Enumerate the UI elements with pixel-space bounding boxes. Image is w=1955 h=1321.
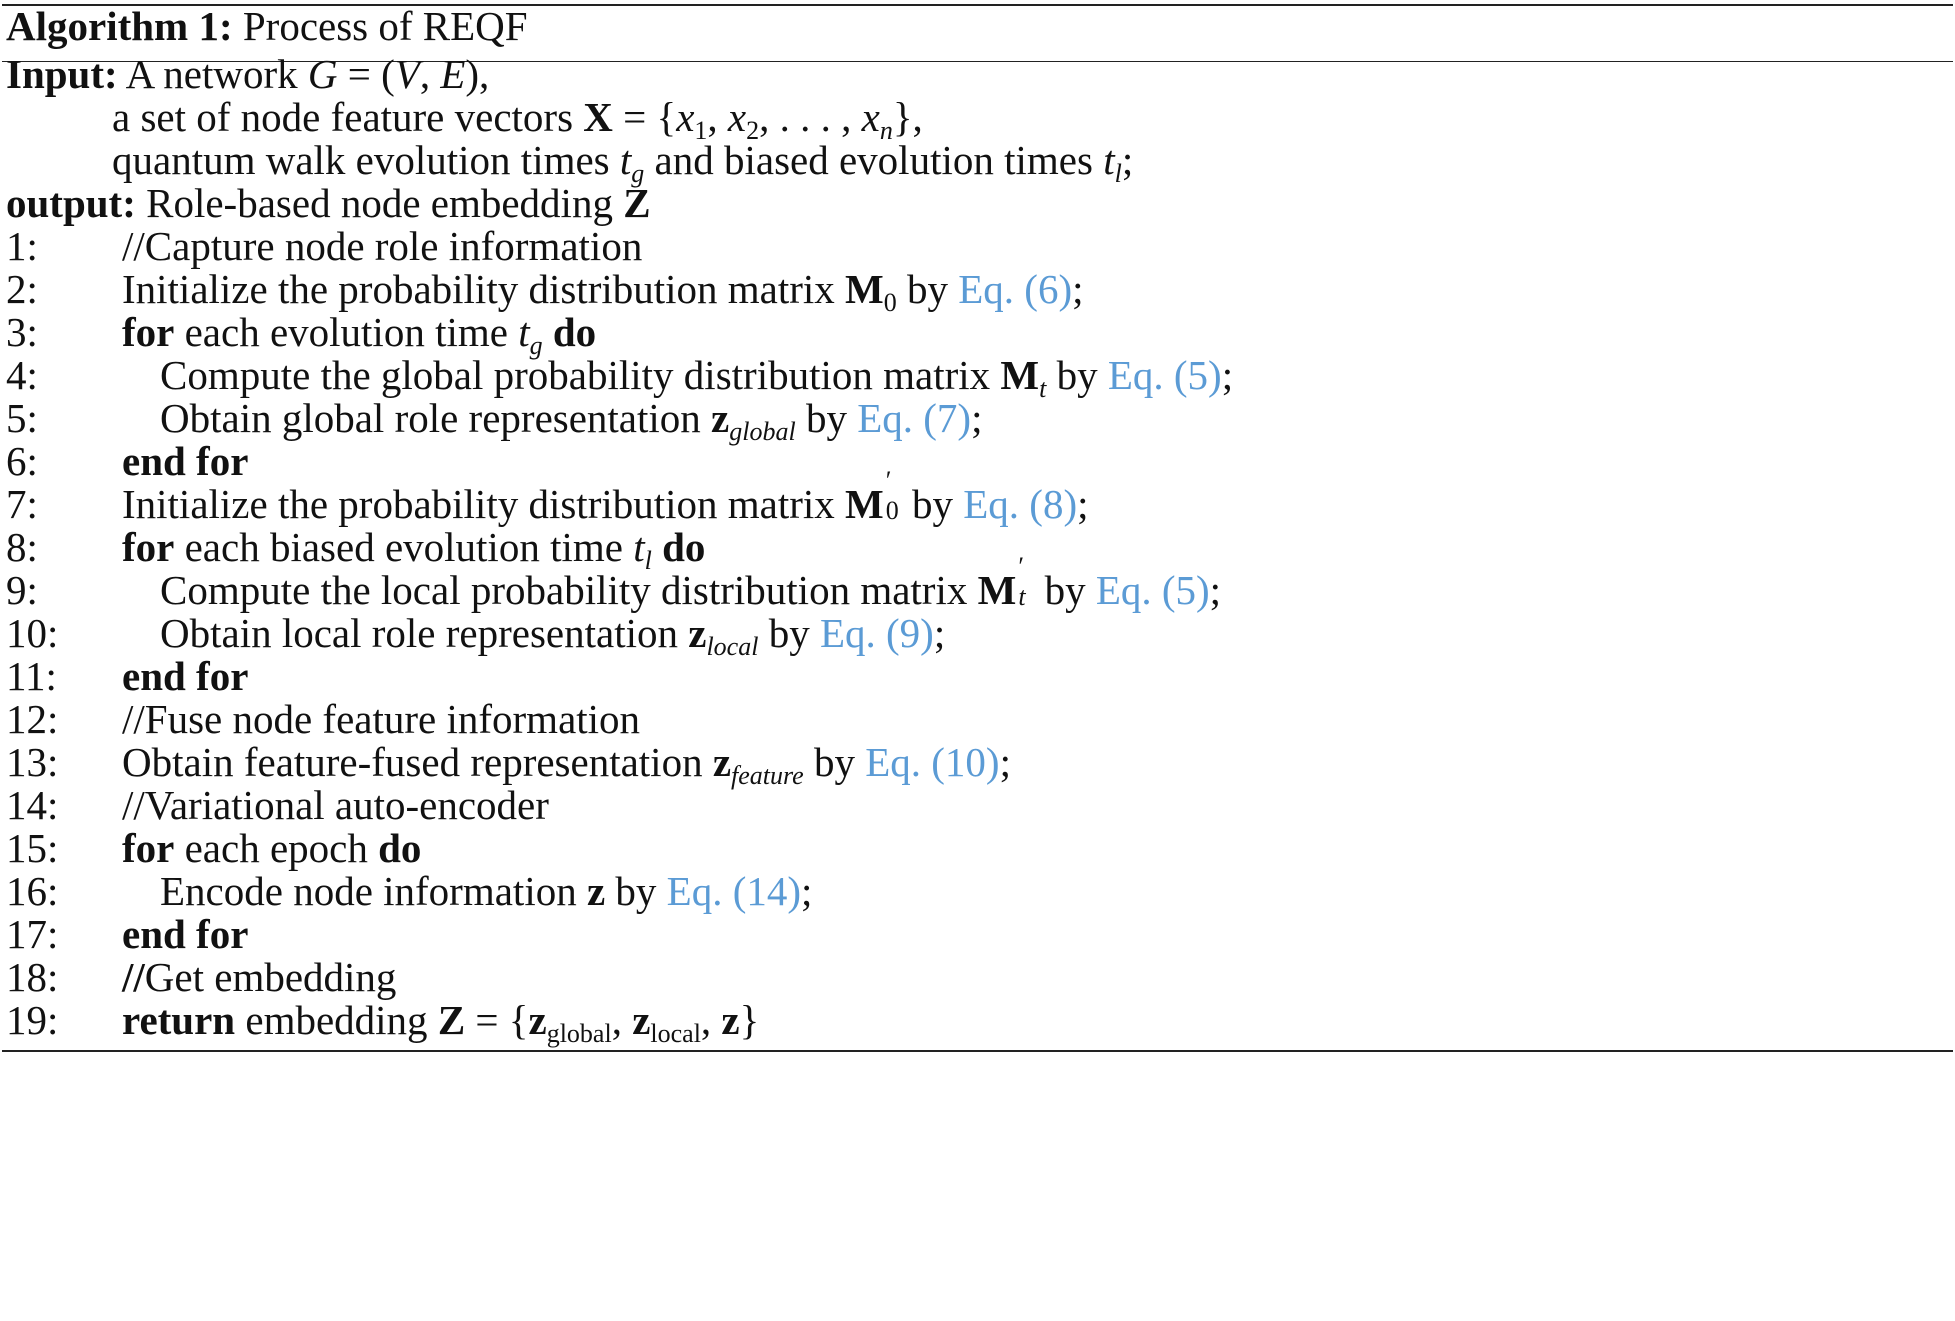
math-bold-var: z	[712, 739, 732, 785]
step-text: Compute the global probability distribution matrix	[160, 352, 1001, 398]
math-bold-var: z	[721, 997, 740, 1043]
equation-link[interactable]: Eq. (9)	[819, 610, 934, 656]
math-bold-var: X	[583, 94, 613, 140]
math-var: t	[619, 137, 632, 183]
step-text: by	[896, 266, 959, 312]
keyword: end for	[122, 911, 249, 957]
algorithm-header	[6, 0, 528, 52]
math-op: },	[892, 94, 923, 140]
step-text: by	[901, 481, 964, 527]
comment-text: Get embedding	[144, 954, 397, 1000]
step-text: ;	[801, 868, 813, 914]
math-bold-var: M	[845, 266, 884, 312]
equation-link[interactable]: Eq. (10)	[865, 739, 1000, 785]
math-op: ,	[759, 94, 780, 140]
math-var: x	[676, 94, 695, 140]
keyword: end for	[122, 653, 249, 699]
step-number: 14:	[6, 782, 59, 828]
step-text: Encode node information	[160, 868, 587, 914]
math-prime: ′	[885, 466, 892, 495]
math-subscript: l	[644, 546, 652, 575]
step-number: 17:	[6, 911, 59, 957]
step-number: 11:	[6, 653, 57, 699]
step-text: each evolution time	[174, 309, 519, 355]
math-op: ,	[700, 997, 722, 1043]
step-number: 10:	[6, 610, 59, 656]
step-text: embedding	[235, 997, 438, 1043]
comment-text: //Variational auto-encoder	[122, 782, 549, 828]
keyword: for	[122, 825, 175, 871]
keyword: end for	[122, 438, 249, 484]
step-number: 15:	[6, 825, 59, 871]
math-subscript: n	[879, 116, 893, 145]
step-text: each epoch	[174, 825, 379, 871]
output-label: output:	[6, 180, 136, 226]
keyword: do	[552, 309, 597, 355]
step-number: 3:	[6, 309, 38, 355]
step-text: ;	[971, 395, 983, 441]
keyword: for	[122, 524, 175, 570]
prime-subscript	[884, 466, 902, 530]
comment-marker: //	[122, 954, 145, 1000]
output-text: Role-based node embedding	[135, 180, 624, 226]
math-subscript: 0	[885, 496, 899, 525]
math-bold-var: z	[632, 997, 651, 1043]
step-text: Initialize the probability distribution matrix	[122, 481, 846, 527]
comment-text: //Fuse node feature information	[122, 696, 641, 742]
math-subscript: global	[729, 417, 796, 446]
step-number: 9:	[6, 567, 38, 613]
equation-link[interactable]: Eq. (5)	[1095, 567, 1210, 613]
math-subscript: l	[1114, 159, 1122, 188]
equation-link[interactable]: Eq. (8)	[963, 481, 1078, 527]
keyword: do	[662, 524, 706, 570]
step-text: Obtain global role representation	[160, 395, 712, 441]
math-subscript: 2	[746, 116, 760, 145]
step-text: Obtain feature-fused representation	[122, 739, 713, 785]
math-bold-var: M	[977, 567, 1017, 613]
math-var: G	[307, 51, 338, 97]
math-ellipsis: . . .	[779, 94, 842, 140]
math-var: t	[518, 309, 530, 355]
math-var: t	[1103, 137, 1115, 183]
math-bold-var: z	[688, 610, 707, 656]
equation-link[interactable]: Eq. (5)	[1107, 352, 1222, 398]
keyword: do	[378, 825, 422, 871]
math-subscript: g	[631, 159, 645, 188]
step-text: each biased evolution time	[174, 524, 634, 570]
math-op: = {	[465, 997, 529, 1043]
math-subscript: local	[650, 1019, 701, 1048]
math-var: E	[440, 51, 466, 97]
step-text: ;	[1077, 481, 1089, 527]
bottom-rule	[2, 1050, 1953, 1052]
step-text: ;	[1209, 567, 1222, 613]
math-prime: ′	[1018, 552, 1024, 581]
step-number: 19:	[6, 997, 59, 1043]
math-subscript: 1	[694, 116, 708, 145]
step-number: 16:	[6, 868, 59, 914]
step-text: by	[605, 868, 667, 914]
step-text: ;	[1072, 266, 1084, 312]
input-text: and biased evolution times	[644, 137, 1104, 183]
prime-subscript	[1016, 552, 1034, 616]
math-subscript: t	[1018, 582, 1026, 611]
step-number: 2:	[6, 266, 38, 312]
step-number: 8:	[6, 524, 38, 570]
step-text: by	[795, 395, 858, 441]
step-text: ;	[999, 739, 1011, 785]
step-text: Obtain local role representation	[160, 610, 689, 656]
step-text: by	[1046, 352, 1108, 398]
math-bold-var: M	[845, 481, 884, 527]
equation-link[interactable]: Eq. (14)	[666, 868, 802, 914]
math-subscript: local	[706, 632, 759, 661]
keyword: for	[122, 309, 175, 355]
step-number: 13:	[6, 739, 59, 785]
step-number: 5:	[6, 395, 38, 441]
step-number: 7:	[6, 481, 38, 527]
math-bold-var: z	[586, 868, 606, 914]
step-text: ;	[933, 610, 946, 656]
step-number: 12:	[6, 696, 59, 742]
math-op: = {	[612, 94, 677, 140]
math-var: V	[394, 51, 420, 97]
step-text: by	[758, 610, 820, 656]
math-subscript: t	[1039, 374, 1047, 403]
algorithm-title: Process of REQF	[242, 3, 528, 49]
math-subscript: g	[529, 331, 543, 360]
step-text: by	[1034, 567, 1096, 613]
step-text: ;	[1221, 352, 1234, 398]
math-op: ,	[707, 94, 728, 140]
keyword: return	[122, 997, 236, 1043]
math-op: ,	[419, 51, 441, 97]
algorithm-label: Algorithm 1:	[6, 3, 233, 49]
math-bold-var: Z	[437, 997, 466, 1043]
math-op: ,	[841, 94, 862, 140]
math-bold-var: z	[528, 997, 547, 1043]
math-subscript: global	[546, 1019, 612, 1048]
step-text: Compute the local probability distribution matrix	[160, 567, 978, 613]
math-var: x	[727, 94, 747, 140]
step-number: 4:	[6, 352, 38, 398]
step-number: 1:	[6, 223, 38, 269]
math-bold-var: Z	[623, 180, 651, 226]
math-bold-var: M	[1000, 352, 1040, 398]
input-label: Input:	[6, 51, 118, 97]
step-number: 6:	[6, 438, 38, 484]
input-text: A network	[125, 51, 308, 97]
input-text: a set of node feature vectors	[112, 94, 584, 140]
equation-link[interactable]: Eq. (7)	[857, 395, 972, 441]
math-op: = (	[337, 51, 395, 97]
math-op: ;	[1121, 137, 1134, 183]
math-var: x	[861, 94, 880, 140]
comment-text: //Capture node role information	[122, 223, 643, 269]
math-op: ),	[465, 51, 490, 97]
step-number: 18:	[6, 954, 59, 1000]
math-op: }	[739, 997, 760, 1043]
equation-link[interactable]: Eq. (6)	[958, 266, 1073, 312]
math-subscript: feature	[731, 761, 804, 790]
math-op: ,	[611, 997, 633, 1043]
input-text: quantum walk evolution times	[112, 137, 620, 183]
math-bold-var: z	[711, 395, 730, 441]
step-text: by	[803, 739, 866, 785]
math-var: t	[633, 524, 645, 570]
math-subscript: 0	[883, 288, 897, 317]
step-text: Initialize the probability distribution matrix	[122, 266, 846, 312]
